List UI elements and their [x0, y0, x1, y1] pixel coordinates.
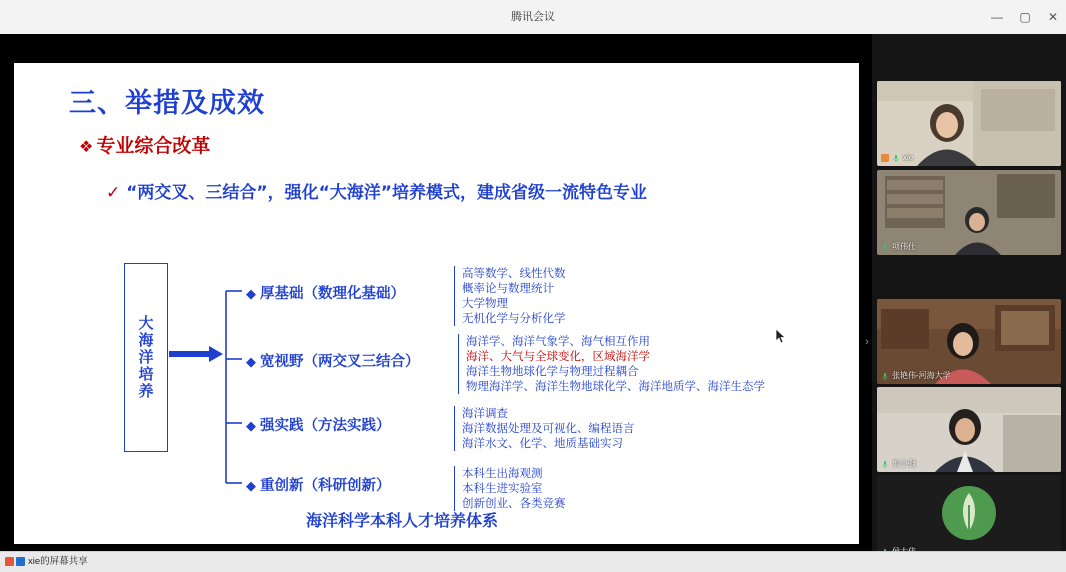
detail-line: 概率论与数理统计: [462, 281, 554, 295]
participant-name-3: 加小强: [892, 459, 916, 468]
participant-name-2: 张艳伟-河海大学: [892, 371, 951, 380]
window-title: 腾讯会议: [511, 11, 555, 23]
diamond-bullet-icon: ❖: [79, 137, 94, 156]
microphone-icon: [881, 243, 889, 251]
detail-line: 海洋生物地球化学与物理过程耦合: [466, 364, 639, 378]
participant-tile-1[interactable]: [877, 170, 1061, 255]
presentation-slide: [14, 63, 859, 544]
detail-line: 本科生出海观测: [462, 466, 543, 480]
branch-label-0: [246, 282, 405, 303]
microphone-icon: [881, 460, 889, 468]
participant-tile-2[interactable]: [877, 299, 1061, 384]
branch-text-3: 重创新（科研创新）: [260, 478, 391, 494]
branch-marker-icon-1: ◆: [246, 355, 256, 370]
slide-heading: 三、举措及成效: [69, 88, 265, 119]
participant-name-0: xie: [903, 153, 914, 162]
branch-marker-icon-3: ◆: [246, 479, 256, 494]
vertical-label-box: [124, 263, 168, 452]
participant-tile-3[interactable]: [877, 387, 1061, 472]
detail-line: 海洋学、海洋气象学、海气相互作用: [466, 334, 650, 348]
branch-marker-icon-0: ◆: [246, 287, 256, 302]
detail-line: 创新创业、各类竞赛: [462, 496, 566, 510]
microphone-icon: [892, 154, 900, 162]
slide-subheading: 专业综合改革: [96, 135, 211, 157]
detail-line: 海洋数据处理及可视化、编程语言: [462, 421, 635, 435]
minimize-button[interactable]: —: [991, 10, 1003, 24]
branch-label-1: [246, 350, 420, 371]
participant-name-row-3: [881, 458, 916, 469]
branch-details-1: [458, 334, 765, 394]
participant-rail: [872, 34, 1066, 571]
slide-point: “两交叉、三结合”，强化“大海洋”培养模式，建成省级一流特色专业: [126, 183, 647, 203]
shared-screen-area[interactable]: [0, 34, 872, 551]
branch-label-2: [246, 414, 391, 435]
maximize-button[interactable]: ▢: [1019, 10, 1031, 24]
mouse-cursor-icon: [776, 329, 786, 344]
branch-details-0: [454, 266, 566, 326]
detail-line: 无机化学与分析化学: [462, 311, 566, 325]
detail-line: 海洋调查: [462, 406, 508, 420]
participant-name-1: 项伟仕: [892, 242, 916, 251]
detail-line-highlight: 海洋、大气与全球变化，区域海洋学: [466, 349, 650, 363]
participant-name-row-1: [881, 241, 916, 252]
branch-text-0: 厚基础（数理化基础）: [260, 286, 405, 302]
participant-tile-4[interactable]: [877, 475, 1061, 560]
detail-line: 高等数学、线性代数: [462, 266, 566, 280]
detail-line: 物理海洋学、海洋生物地球化学、海洋地质学、海洋生态学: [466, 379, 765, 393]
rail-collapse-handle[interactable]: ›: [865, 336, 869, 348]
detail-line: 大学物理: [462, 296, 508, 310]
share-status-text: xie的屏幕共享: [28, 556, 88, 567]
participant-name-row-0: [881, 152, 913, 163]
meeting-stage: [0, 34, 1066, 571]
screen-share-bar: [0, 551, 1066, 572]
share-indicator-icon: [5, 557, 14, 566]
window-controls: [990, 0, 1060, 34]
participant-tile-0[interactable]: [877, 81, 1061, 166]
branch-text-1: 宽视野（两交叉三结合）: [260, 354, 420, 370]
right-arrow-icon: [169, 346, 223, 362]
slide-footer-title: 海洋科学本科人才培养体系: [306, 511, 499, 530]
slide-point-row: [106, 178, 647, 203]
detail-line: 本科生进实验室: [462, 481, 543, 495]
pin-icon: [881, 154, 889, 162]
branch-label-3: [246, 474, 391, 495]
branch-details-3: [454, 466, 566, 511]
branch-marker-icon-2: ◆: [246, 419, 256, 434]
branch-text-2: 强实践（方法实践）: [260, 418, 391, 434]
microphone-icon: [881, 372, 889, 380]
meeting-app-icon: [16, 557, 25, 566]
participant-name-row-2: [881, 370, 951, 381]
close-button[interactable]: ✕: [1047, 10, 1059, 24]
slide-subheading-row: [79, 131, 210, 158]
detail-line: 海洋水文、化学、地质基础实习: [462, 436, 623, 450]
check-marker-icon: ✓: [106, 183, 121, 203]
vertical-label-text: 大海洋培养: [136, 315, 155, 400]
title-bar: [0, 0, 1066, 35]
branch-details-2: [454, 406, 635, 451]
